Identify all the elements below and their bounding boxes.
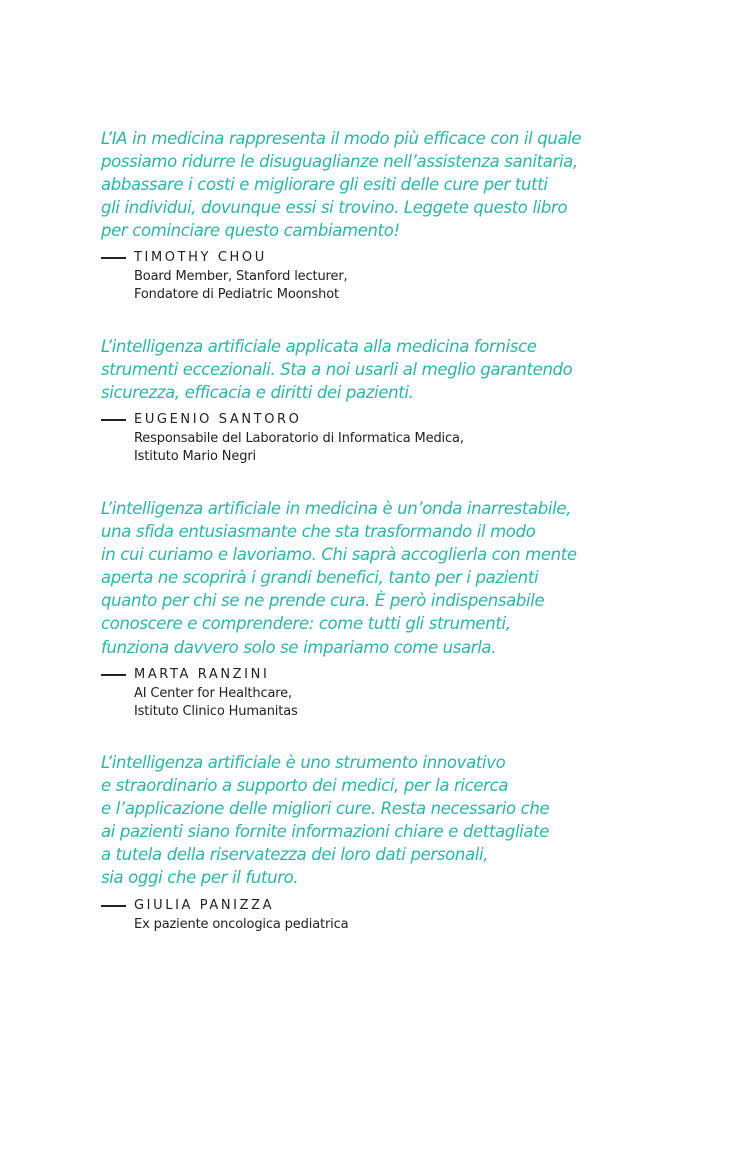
quote-line: una sfida entusiasmante che sta trasformando il modo (101, 522, 536, 542)
testimonial-3 (101, 497, 661, 721)
quote-line: a tutela della riservatezza dei loro dati personali, (101, 845, 489, 865)
testimonial-1 (101, 127, 661, 304)
quote-line: per cominciare questo cambiamento! (101, 221, 400, 241)
quote-line: L’intelligenza artificiale è uno strumento innovativo (101, 753, 506, 772)
quote-line: strumenti eccezionali. Sta a noi usarli al meglio garantendo (101, 360, 573, 380)
author-role: Board Member, Stanford lecturer, (134, 269, 348, 285)
quote-line: quanto per chi se ne prende cura. È però indispensabile (101, 591, 545, 611)
quote-line: funziona davvero solo se impariamo come usarla. (101, 637, 497, 657)
quote-line: e straordinario a supporto dei medici, per la ricerca (101, 776, 509, 796)
testimonial-quote (101, 751, 661, 890)
quote-line: possiamo ridurre le disuguaglianze nell’assistenza sanitaria, (101, 152, 578, 172)
author-role: AI Center for Healthcare, (134, 685, 292, 701)
quote-line: conoscere e comprendere: come tutti gli strumenti, (101, 614, 511, 634)
author-name: EUGENIO SANTORO (134, 412, 302, 428)
author-role: Ex paziente oncologica pediatrica (134, 916, 349, 932)
quote-line: sia oggi che per il futuro. (101, 868, 299, 888)
testimonial-attribution (101, 411, 661, 466)
em-dash-rule (101, 905, 126, 907)
author-name: MARTA RANZINI (134, 666, 270, 682)
testimonial-attribution (101, 249, 661, 304)
quote-line: abbassare i costi e migliorare gli esiti delle cure per tutti (101, 175, 548, 195)
author-role: Istituto Clinico Humanitas (134, 703, 298, 719)
author-name: TIMOTHY CHOU (134, 250, 267, 266)
testimonial-4 (101, 751, 661, 934)
em-dash-rule (101, 257, 126, 259)
author-role: Responsabile del Laboratorio di Informatica Medica, (134, 431, 464, 447)
author-name: GIULIA PANIZZA (134, 897, 275, 913)
em-dash-rule (101, 674, 126, 676)
author-role: Istituto Mario Negri (134, 449, 256, 465)
testimonial-attribution (101, 666, 661, 721)
quote-line: ai pazienti siano fornite informazioni chiare e dettagliate (101, 822, 550, 842)
quote-line: aperta ne scoprirà i grandi benefici, tanto per i pazienti (101, 568, 539, 588)
quote-line: e l’applicazione delle migliori cure. Resta necessario che (101, 799, 550, 819)
author-role: Fondatore di Pediatric Moonshot (134, 287, 339, 303)
testimonial-2 (101, 335, 661, 466)
quote-line: gli individui, dovunque essi si trovino. Leggete questo libro (101, 198, 568, 218)
quote-line: L’IA in medicina rappresenta il modo più efficace con il quale (101, 129, 582, 148)
quote-line: L’intelligenza artificiale in medicina è un’onda inarrestabile, (101, 499, 572, 518)
em-dash-rule (101, 419, 126, 421)
testimonial-quote (101, 335, 661, 404)
testimonial-quote (101, 497, 661, 659)
quote-line: L’intelligenza artificiale applicata alla medicina fornisce (101, 337, 537, 356)
quote-line: in cui curiamo e lavoriamo. Chi saprà accoglierla con mente (101, 545, 577, 565)
testimonial-quote (101, 127, 661, 242)
quote-line: sicurezza, efficacia e diritti dei pazienti. (101, 383, 414, 403)
testimonial-attribution (101, 897, 661, 934)
